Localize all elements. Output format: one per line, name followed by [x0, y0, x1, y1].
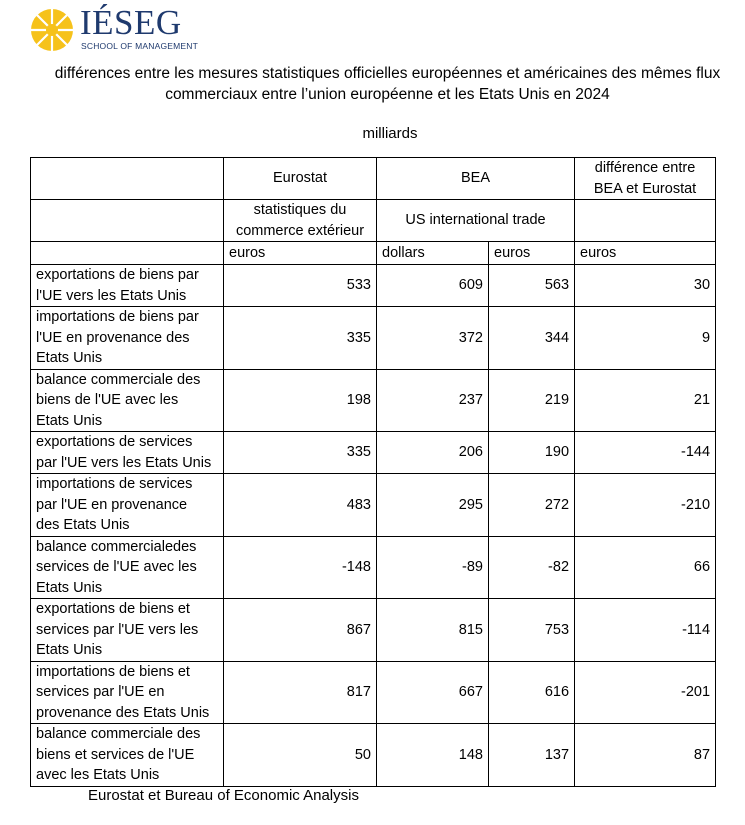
- source-footer: Eurostat et Bureau of Economic Analysis: [88, 787, 359, 804]
- header-row-currency: [31, 242, 716, 265]
- cell-bea-euros: -82: [489, 536, 575, 599]
- cell-eurostat: 50: [224, 724, 377, 787]
- ieseg-logo: [30, 3, 199, 54]
- cell-bea-euros: 272: [489, 474, 575, 537]
- cell-eurostat: 867: [224, 599, 377, 662]
- cell-bea-euros: 137: [489, 724, 575, 787]
- cell-bea-dollars: 815: [377, 599, 489, 662]
- sun-emblem-icon: [30, 6, 78, 54]
- table-row: [31, 599, 716, 662]
- table-row: [31, 432, 716, 474]
- header-empty-cell: [31, 158, 224, 200]
- header-empty-cell: [575, 200, 716, 242]
- title-line-2: commerciaux entre l’union européenne et les Etats Unis en 2024: [165, 86, 610, 103]
- header-row-publications: [31, 200, 716, 242]
- cell-eurostat: 198: [224, 369, 377, 432]
- row-label: importations de services par l'UE en provenance des Etats Unis: [31, 474, 224, 537]
- header-bea-source: US international trade: [377, 200, 575, 242]
- cell-bea-euros: 219: [489, 369, 575, 432]
- row-label: balance commerciale des biens de l'UE avec les Etats Unis: [31, 369, 224, 432]
- cell-eurostat: 335: [224, 432, 377, 474]
- header-eurostat-source: statistiques du commerce extérieur: [224, 200, 377, 242]
- unit-label: milliards: [362, 125, 418, 142]
- cell-difference: -201: [575, 661, 716, 724]
- table-row: [31, 307, 716, 370]
- cell-eurostat: 483: [224, 474, 377, 537]
- title-line-1: différences entre les mesures statistiques officielles européennes et américaines des mêmes flux: [54, 65, 721, 82]
- header-eurostat: Eurostat: [224, 158, 377, 200]
- cell-difference: -114: [575, 599, 716, 662]
- cell-difference: 66: [575, 536, 716, 599]
- cell-difference: 21: [575, 369, 716, 432]
- cell-bea-dollars: 609: [377, 265, 489, 307]
- table-row: [31, 474, 716, 537]
- cell-difference: 30: [575, 265, 716, 307]
- cell-eurostat: 533: [224, 265, 377, 307]
- cell-bea-euros: 190: [489, 432, 575, 474]
- cell-eurostat: 335: [224, 307, 377, 370]
- cell-bea-euros: 753: [489, 599, 575, 662]
- row-label: importations de biens et services par l'UE en provenance des Etats Unis: [31, 661, 224, 724]
- cell-bea-dollars: 295: [377, 474, 489, 537]
- cell-eurostat: -148: [224, 536, 377, 599]
- cell-bea-dollars: 148: [377, 724, 489, 787]
- header-empty-cell: [31, 200, 224, 242]
- cell-bea-euros: 616: [489, 661, 575, 724]
- cell-difference: 9: [575, 307, 716, 370]
- header-difference: différence entre BEA et Eurostat: [575, 158, 716, 200]
- row-label: balance commerciale des biens et services de l'UE avec les Etats Unis: [31, 724, 224, 787]
- row-label: exportations de services par l'UE vers les Etats Unis: [31, 432, 224, 474]
- cell-bea-dollars: -89: [377, 536, 489, 599]
- table-row: [31, 724, 716, 787]
- currency-bea-dollars: dollars: [377, 242, 489, 265]
- row-label: importations de biens par l'UE en provenance des Etats Unis: [31, 307, 224, 370]
- table-row: [31, 369, 716, 432]
- cell-difference: -210: [575, 474, 716, 537]
- table-row: [31, 265, 716, 307]
- cell-bea-dollars: 372: [377, 307, 489, 370]
- cell-bea-dollars: 667: [377, 661, 489, 724]
- cell-eurostat: 817: [224, 661, 377, 724]
- cell-difference: -144: [575, 432, 716, 474]
- logo-brand-text: IÉSEG: [80, 3, 182, 42]
- page-title: [30, 63, 745, 105]
- cell-difference: 87: [575, 724, 716, 787]
- row-label: exportations de biens et services par l'UE vers les Etats Unis: [31, 599, 224, 662]
- cell-bea-dollars: 206: [377, 432, 489, 474]
- data-table: [30, 157, 716, 787]
- cell-bea-euros: 563: [489, 265, 575, 307]
- logo-subtitle: SCHOOL OF MANAGEMENT: [81, 41, 199, 51]
- header-bea: BEA: [377, 158, 575, 200]
- row-label: balance commercialedes services de l'UE avec les Etats Unis: [31, 536, 224, 599]
- cell-bea-euros: 344: [489, 307, 575, 370]
- header-empty-cell: [31, 242, 224, 265]
- table-row: [31, 536, 716, 599]
- currency-eurostat: euros: [224, 242, 377, 265]
- row-label: exportations de biens par l'UE vers les Etats Unis: [31, 265, 224, 307]
- cell-bea-dollars: 237: [377, 369, 489, 432]
- currency-bea-euros: euros: [489, 242, 575, 265]
- header-row-sources: [31, 158, 716, 200]
- currency-difference: euros: [575, 242, 716, 265]
- table-row: [31, 661, 716, 724]
